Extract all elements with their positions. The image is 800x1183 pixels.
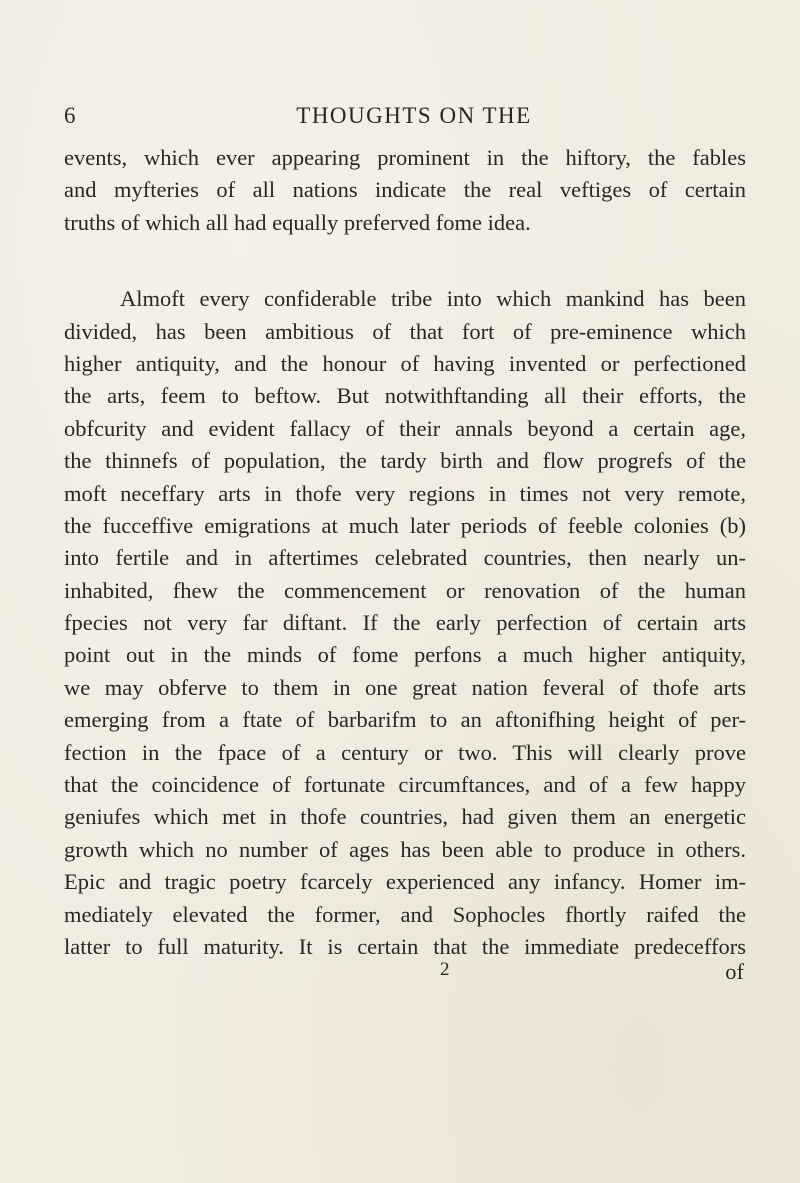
- text-line: obfcurity and evident fallacy of their annals beyond a certain age,: [64, 415, 746, 441]
- paragraph-gap: [64, 239, 746, 283]
- text-line: into fertile and in aftertimes celebrated countries, then nearly un-: [64, 545, 746, 571]
- text-line: inhabited, fhew the commencement or renovation of the human: [64, 577, 746, 603]
- paragraph: [64, 142, 746, 239]
- body-text: [64, 142, 746, 963]
- text-line: the thinnefs of population, the tardy birth and flow progrefs of the: [64, 448, 746, 474]
- text-line: geniufes which met in thofe countries, had given them an energetic: [64, 804, 746, 830]
- paragraph: [64, 283, 746, 963]
- text-line: fpecies not very far diftant. If the early perfection of certain arts: [64, 610, 746, 636]
- text-line: moft neceffary arts in thofe very regions in times not very remote,: [64, 480, 746, 506]
- page-header: [64, 103, 744, 143]
- text-line: and myfteries of all nations indicate the real veftiges of certain: [64, 177, 746, 203]
- text-line: that the coincidence of fortunate circumftances, and of a few happy: [64, 772, 746, 798]
- text-line: latter to full maturity. It is certain that the immediate predeceffors: [64, 933, 746, 959]
- text-line: mediately elevated the former, and Sophocles fhortly raifed the: [64, 901, 746, 927]
- text-line: Epic and tragic poetry fcarcely experienced any infancy. Homer im-: [64, 869, 746, 895]
- text-line: divided, has been ambitious of that fort of pre-eminence which: [64, 318, 746, 344]
- page-number: 6: [64, 103, 76, 128]
- text-line: the fucceffive emigrations at much later periods of feeble colonies (b): [64, 512, 746, 538]
- text-line: growth which no number of ages has been able to produce in others.: [64, 836, 746, 862]
- text-line: point out in the minds of fome perfons a much higher antiquity,: [64, 642, 746, 668]
- text-line: truths of which all had equally preferved fome idea.: [64, 209, 531, 235]
- page-footer: [64, 959, 746, 991]
- text-line: Almoft every confiderable tribe into which mankind has been: [120, 286, 746, 312]
- text-line: higher antiquity, and the honour of having invented or perfectioned: [64, 350, 746, 376]
- text-line: fection in the fpace of a century or two. This will clearly prove: [64, 739, 746, 765]
- running-head: THOUGHTS ON THE: [296, 103, 532, 128]
- text-line: we may obferve to them in one great nation feveral of thofe arts: [64, 674, 746, 700]
- text-line: the arts, feem to beftow. But notwithftanding all their efforts, the: [64, 383, 746, 409]
- catchword: of: [725, 959, 744, 984]
- text-line: emerging from a ftate of barbarifm to an aftonifhing height of per-: [64, 707, 746, 733]
- signature-mark: 2: [440, 959, 450, 980]
- text-line: events, which ever appearing prominent in the hiftory, the fables: [64, 145, 746, 170]
